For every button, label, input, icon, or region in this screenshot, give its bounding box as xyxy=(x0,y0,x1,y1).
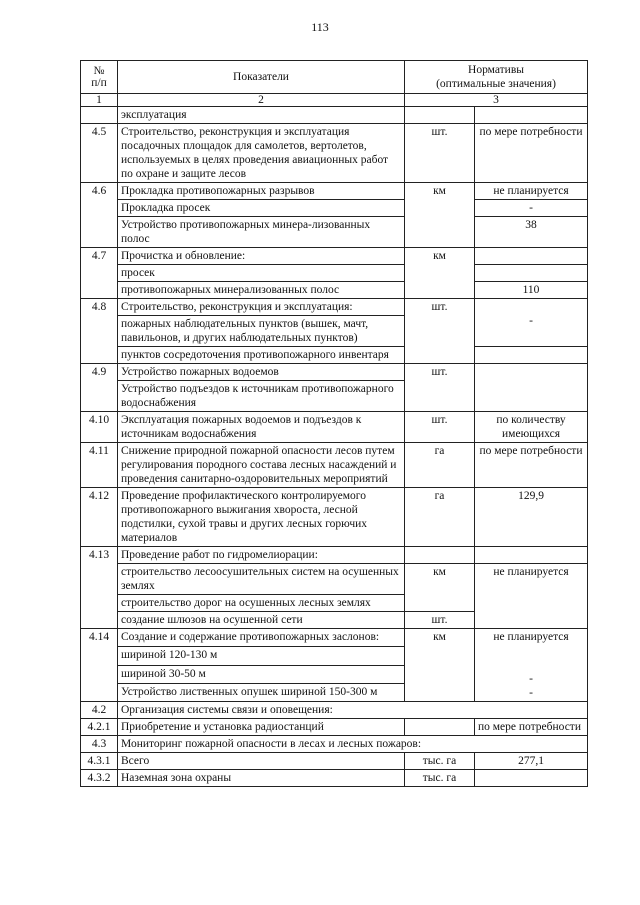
row-name: Проведение профилактического контролируемого противопожарного выжигания хвороста, лесной подстилки, сухой травы и других лесных горючих материалов xyxy=(118,488,405,547)
table-row xyxy=(81,719,588,736)
row-name: Наземная зона охраны xyxy=(118,770,405,787)
row-num: 4.6 xyxy=(81,183,118,248)
row-unit: шт. xyxy=(405,299,475,364)
row-num: 4.14 xyxy=(81,629,118,702)
table-row xyxy=(81,547,588,564)
row-value: по мере потребности xyxy=(475,124,588,183)
row-name: Эксплуатация пожарных водоемов и подъездов к источникам водоснабжения xyxy=(118,412,405,443)
table-row xyxy=(81,107,588,124)
row-name: шириной 120-130 м xyxy=(118,647,405,665)
table-row xyxy=(81,770,588,787)
header-num: № п/п xyxy=(81,61,118,94)
table-row xyxy=(81,412,588,443)
table-row xyxy=(81,364,588,381)
row-value: 277,1 xyxy=(475,753,588,770)
table-row xyxy=(81,753,588,770)
row-unit: шт. xyxy=(405,364,475,412)
row-num: 4.2 xyxy=(81,702,118,719)
row-num: 4.12 xyxy=(81,488,118,547)
row-name: Устройство пожарных водоемов xyxy=(118,364,405,381)
row-unit: га xyxy=(405,443,475,488)
table-row xyxy=(81,265,588,282)
row-name: Прочистка и обновление: xyxy=(118,248,405,265)
row-num: 4.13 xyxy=(81,547,118,629)
row-value: - xyxy=(475,299,588,347)
row-num: 4.3.1 xyxy=(81,753,118,770)
row-name: создание шлюзов на осушенной сети xyxy=(118,612,405,629)
header-norms xyxy=(405,61,588,94)
row-unit: шт. xyxy=(405,124,475,183)
table-row xyxy=(81,488,588,547)
table-row xyxy=(81,702,588,719)
table-row xyxy=(81,124,588,183)
row-value: не планируется xyxy=(475,564,588,629)
column-number-row xyxy=(81,94,588,107)
row-unit: шт. xyxy=(405,412,475,443)
row-unit: тыс. га xyxy=(405,753,475,770)
table-row xyxy=(81,299,588,316)
row-name: эксплуатация xyxy=(118,107,405,124)
row-value: по количеству имеющихся xyxy=(475,412,588,443)
table-row xyxy=(81,282,588,299)
row-unit: км xyxy=(405,183,475,248)
row-value: 110 xyxy=(475,282,588,299)
row-name: пунктов сосредоточения противопожарного инвентаря xyxy=(118,347,405,364)
row-name: Организация системы связи и оповещения: xyxy=(118,702,588,719)
row-name: Приобретение и установка радиостанций xyxy=(118,719,405,736)
table-row xyxy=(81,736,588,753)
row-name: Устройство противопожарных минера-лизованных полос xyxy=(118,217,405,248)
row-name: Устройство подъездов к источникам противопожарного водоснабжения xyxy=(118,381,405,412)
table-row xyxy=(81,347,588,364)
colnum-2: 2 xyxy=(118,94,405,107)
row-name: противопожарных минерализованных полос xyxy=(118,282,405,299)
norms-table xyxy=(80,60,588,787)
row-num: 4.2.1 xyxy=(81,719,118,736)
row-name: Прокладка просек xyxy=(118,200,405,217)
row-name: строительство лесоосушительных систем на осушенных землях xyxy=(118,564,405,595)
row-name: Всего xyxy=(118,753,405,770)
row-num: 4.7 xyxy=(81,248,118,299)
colnum-1: 1 xyxy=(81,94,118,107)
table-row xyxy=(81,443,588,488)
row-num: 4.5 xyxy=(81,124,118,183)
table-row xyxy=(81,564,588,595)
row-name: шириной 30-50 м xyxy=(118,665,405,683)
table-row xyxy=(81,183,588,200)
header-name: Показатели xyxy=(118,61,405,94)
row-value: по мере потребности xyxy=(475,443,588,488)
row-unit: тыс. га xyxy=(405,770,475,787)
row-name: Создание и содержание противопожарных заслонов: xyxy=(118,629,405,647)
row-num: 4.3 xyxy=(81,736,118,753)
table-row xyxy=(81,200,588,217)
row-value: 129,9 xyxy=(475,488,588,547)
row-value: не планируется xyxy=(475,183,588,200)
row-value: - xyxy=(475,200,588,217)
row-unit: км xyxy=(405,564,475,612)
table-row xyxy=(81,248,588,265)
row-name: Проведение работ по гидромелиорации: xyxy=(118,547,405,564)
page-number: 113 xyxy=(311,20,329,34)
row-num: 4.10 xyxy=(81,412,118,443)
row-name: пожарных наблюдательных пунктов (вышек, мачт, павильонов, и других наблюдательных пунктов) xyxy=(118,316,405,347)
row-unit: шт. xyxy=(405,612,475,629)
colnum-3: 3 xyxy=(405,94,588,107)
row-name: Прокладка противопожарных разрывов xyxy=(118,183,405,200)
header-norms-line1: Нормативы xyxy=(468,64,524,76)
row-name: Строительство, реконструкция и эксплуатация: xyxy=(118,299,405,316)
row-name: Строительство, реконструкция и эксплуатация посадочных площадок для самолетов, вертолетов, используемых в целях проведения авиационных работ по охране и защите лесов xyxy=(118,124,405,183)
header-norms-line2: (оптимальные значения) xyxy=(436,78,556,90)
table-header-row xyxy=(81,61,588,94)
row-name: просек xyxy=(118,265,405,282)
row-value: не планируется - - xyxy=(475,629,588,702)
row-unit: км xyxy=(405,629,475,702)
row-name: Устройство лиственных опушек шириной 150-300 м xyxy=(118,683,405,701)
row-value: по мере потребности xyxy=(475,719,588,736)
row-num: 4.3.2 xyxy=(81,770,118,787)
row-name: строительство дорог на осушенных лесных землях xyxy=(118,595,405,612)
row-num: 4.9 xyxy=(81,364,118,412)
row-num: 4.8 xyxy=(81,299,118,364)
row-name: Мониторинг пожарной опасности в лесах и лесных пожаров: xyxy=(118,736,588,753)
row-unit: га xyxy=(405,488,475,547)
table-row xyxy=(81,629,588,647)
row-value: 38 xyxy=(475,217,588,248)
row-num: 4.11 xyxy=(81,443,118,488)
row-unit: км xyxy=(405,248,475,299)
row-name: Снижение природной пожарной опасности лесов путем регулирования породного состава лесных насаждений и проведения санитарно-оздоровительных мероприятий xyxy=(118,443,405,488)
table-row xyxy=(81,217,588,248)
